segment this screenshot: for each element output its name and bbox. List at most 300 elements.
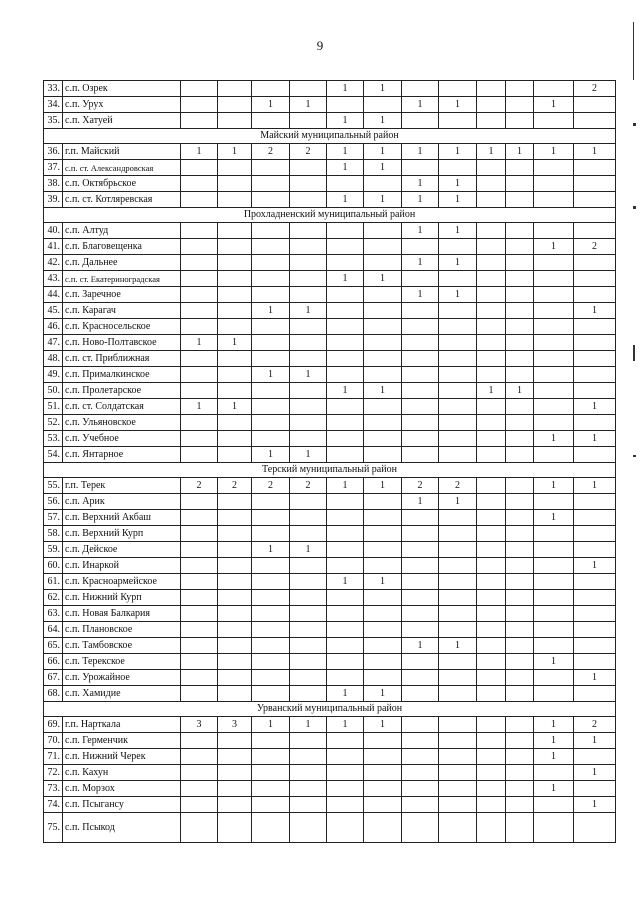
value-cell <box>534 399 574 415</box>
value-cell <box>439 271 477 287</box>
value-cell: 1 <box>327 574 364 590</box>
row-number: 33. <box>44 81 63 97</box>
value-cell <box>534 606 574 622</box>
value-cell <box>477 749 506 765</box>
value-cell <box>534 415 574 431</box>
value-cell <box>327 781 364 797</box>
value-cell <box>534 494 574 510</box>
value-cell: 1 <box>364 686 402 702</box>
value-cell <box>574 192 616 208</box>
value-cell <box>252 494 290 510</box>
table-row <box>44 223 616 239</box>
value-cell <box>534 622 574 638</box>
value-cell <box>402 383 439 399</box>
value-cell <box>218 303 252 319</box>
value-cell: 1 <box>574 431 616 447</box>
value-cell: 1 <box>439 255 477 271</box>
value-cell <box>181 558 218 574</box>
value-cell: 1 <box>364 144 402 160</box>
value-cell <box>252 765 290 781</box>
value-cell <box>506 97 534 113</box>
value-cell <box>364 781 402 797</box>
value-cell: 3 <box>181 717 218 733</box>
value-cell <box>181 797 218 813</box>
value-cell <box>574 223 616 239</box>
settlement-name: с.п. Благовещенка <box>63 239 181 255</box>
table-row <box>44 749 616 765</box>
value-cell <box>181 686 218 702</box>
value-cell <box>477 526 506 542</box>
value-cell <box>534 383 574 399</box>
value-cell <box>290 638 327 654</box>
table-row <box>44 319 616 335</box>
table-row <box>44 367 616 383</box>
settlement-name: с.п. Ново-Полтавское <box>63 335 181 351</box>
settlement-name: с.п. ст. Приближная <box>63 351 181 367</box>
district-title: Майский муниципальный район <box>44 129 616 144</box>
value-cell <box>252 574 290 590</box>
value-cell <box>252 733 290 749</box>
value-cell <box>439 717 477 733</box>
value-cell <box>252 415 290 431</box>
row-number: 67. <box>44 670 63 686</box>
value-cell <box>506 287 534 303</box>
value-cell <box>218 160 252 176</box>
settlement-name: с.п. Карагач <box>63 303 181 319</box>
value-cell <box>506 606 534 622</box>
value-cell <box>364 733 402 749</box>
value-cell <box>252 113 290 129</box>
value-cell <box>506 415 534 431</box>
value-cell <box>574 590 616 606</box>
value-cell <box>506 239 534 255</box>
settlement-name: с.п. Верхний Курп <box>63 526 181 542</box>
value-cell <box>218 510 252 526</box>
row-number: 47. <box>44 335 63 351</box>
value-cell <box>402 797 439 813</box>
value-cell <box>364 367 402 383</box>
value-cell: 1 <box>290 717 327 733</box>
row-number: 65. <box>44 638 63 654</box>
value-cell <box>506 638 534 654</box>
value-cell <box>364 526 402 542</box>
value-cell <box>290 781 327 797</box>
value-cell <box>439 558 477 574</box>
value-cell <box>439 542 477 558</box>
value-cell <box>181 733 218 749</box>
value-cell <box>534 335 574 351</box>
value-cell <box>439 670 477 686</box>
value-cell <box>364 287 402 303</box>
value-cell <box>477 367 506 383</box>
value-cell: 1 <box>181 335 218 351</box>
value-cell <box>327 447 364 463</box>
value-cell <box>218 558 252 574</box>
value-cell <box>252 399 290 415</box>
value-cell <box>574 271 616 287</box>
value-cell: 1 <box>290 447 327 463</box>
settlement-name: с.п. ст. Солдатская <box>63 399 181 415</box>
value-cell <box>402 590 439 606</box>
edge-mark <box>633 123 636 126</box>
settlement-name: с.п. Новая Балкария <box>63 606 181 622</box>
value-cell <box>290 192 327 208</box>
value-cell: 3 <box>218 717 252 733</box>
value-cell <box>534 255 574 271</box>
value-cell <box>327 351 364 367</box>
value-cell: 2 <box>252 144 290 160</box>
table-row <box>44 399 616 415</box>
value-cell <box>218 670 252 686</box>
value-cell <box>534 176 574 192</box>
value-cell <box>181 239 218 255</box>
row-number: 72. <box>44 765 63 781</box>
table-row <box>44 478 616 494</box>
value-cell <box>439 113 477 129</box>
value-cell: 1 <box>574 303 616 319</box>
settlement-name: с.п. Алтуд <box>63 223 181 239</box>
value-cell <box>218 526 252 542</box>
settlement-name: с.п. Пролетарское <box>63 383 181 399</box>
value-cell <box>477 431 506 447</box>
value-cell <box>534 558 574 574</box>
value-cell <box>477 399 506 415</box>
table-row <box>44 176 616 192</box>
municipal-table <box>43 80 616 843</box>
value-cell <box>327 239 364 255</box>
value-cell <box>364 239 402 255</box>
value-cell <box>181 223 218 239</box>
edge-mark <box>633 345 635 361</box>
value-cell <box>477 606 506 622</box>
table-row <box>44 192 616 208</box>
table-row <box>44 813 616 843</box>
settlement-name: с.п. Учебное <box>63 431 181 447</box>
value-cell <box>439 303 477 319</box>
table-row <box>44 351 616 367</box>
value-cell <box>402 765 439 781</box>
settlement-name: с.п. ст. Александровская <box>63 160 181 176</box>
value-cell <box>574 686 616 702</box>
value-cell <box>439 654 477 670</box>
value-cell <box>534 797 574 813</box>
row-number: 70. <box>44 733 63 749</box>
value-cell <box>477 319 506 335</box>
value-cell <box>477 510 506 526</box>
value-cell <box>506 176 534 192</box>
edge-mark <box>633 22 634 80</box>
value-cell: 1 <box>364 574 402 590</box>
settlement-name: с.п. Урух <box>63 97 181 113</box>
value-cell: 1 <box>327 271 364 287</box>
value-cell <box>402 239 439 255</box>
value-cell <box>477 223 506 239</box>
value-cell: 1 <box>402 494 439 510</box>
value-cell <box>477 590 506 606</box>
value-cell: 1 <box>574 144 616 160</box>
value-cell <box>218 319 252 335</box>
value-cell <box>327 399 364 415</box>
value-cell <box>290 287 327 303</box>
value-cell <box>574 335 616 351</box>
value-cell <box>402 431 439 447</box>
settlement-name: с.п. Октябрьское <box>63 176 181 192</box>
value-cell <box>252 239 290 255</box>
value-cell <box>364 351 402 367</box>
value-cell <box>477 558 506 574</box>
value-cell <box>402 447 439 463</box>
table-row <box>44 287 616 303</box>
value-cell <box>439 686 477 702</box>
value-cell <box>290 606 327 622</box>
value-cell <box>534 765 574 781</box>
value-cell <box>574 526 616 542</box>
value-cell <box>181 542 218 558</box>
value-cell <box>218 542 252 558</box>
value-cell <box>290 399 327 415</box>
value-cell: 1 <box>364 383 402 399</box>
settlement-name: г.п. Нарткала <box>63 717 181 733</box>
row-number: 49. <box>44 367 63 383</box>
edge-mark <box>633 455 636 457</box>
value-cell <box>477 733 506 749</box>
row-number: 69. <box>44 717 63 733</box>
value-cell <box>506 223 534 239</box>
value-cell <box>402 81 439 97</box>
value-cell <box>477 717 506 733</box>
value-cell <box>327 255 364 271</box>
value-cell <box>327 622 364 638</box>
value-cell <box>439 797 477 813</box>
value-cell <box>477 303 506 319</box>
value-cell: 1 <box>290 97 327 113</box>
table-row <box>44 717 616 733</box>
table-row <box>44 271 616 287</box>
value-cell: 1 <box>327 192 364 208</box>
value-cell <box>402 686 439 702</box>
value-cell <box>290 654 327 670</box>
value-cell <box>290 670 327 686</box>
table-row <box>44 781 616 797</box>
value-cell <box>506 335 534 351</box>
value-cell: 1 <box>402 255 439 271</box>
value-cell <box>439 749 477 765</box>
value-cell <box>439 622 477 638</box>
row-number: 38. <box>44 176 63 192</box>
value-cell: 1 <box>252 717 290 733</box>
value-cell <box>218 447 252 463</box>
value-cell <box>534 447 574 463</box>
value-cell: 1 <box>218 144 252 160</box>
value-cell <box>506 303 534 319</box>
value-cell <box>439 160 477 176</box>
value-cell <box>252 160 290 176</box>
value-cell <box>439 431 477 447</box>
value-cell <box>252 192 290 208</box>
value-cell <box>252 749 290 765</box>
value-cell: 2 <box>290 144 327 160</box>
value-cell <box>290 81 327 97</box>
value-cell: 1 <box>218 399 252 415</box>
value-cell: 1 <box>252 447 290 463</box>
value-cell <box>181 574 218 590</box>
value-cell <box>364 765 402 781</box>
value-cell <box>290 797 327 813</box>
value-cell <box>402 717 439 733</box>
value-cell: 1 <box>327 160 364 176</box>
value-cell <box>506 494 534 510</box>
value-cell <box>364 590 402 606</box>
value-cell: 1 <box>534 781 574 797</box>
value-cell <box>327 303 364 319</box>
value-cell <box>181 765 218 781</box>
value-cell: 1 <box>477 383 506 399</box>
row-number: 74. <box>44 797 63 813</box>
value-cell <box>290 113 327 129</box>
value-cell <box>218 176 252 192</box>
value-cell <box>574 638 616 654</box>
settlement-name: с.п. Хамидие <box>63 686 181 702</box>
value-cell: 1 <box>534 733 574 749</box>
value-cell <box>439 335 477 351</box>
value-cell <box>574 749 616 765</box>
row-number: 55. <box>44 478 63 494</box>
value-cell <box>506 192 534 208</box>
value-cell <box>181 303 218 319</box>
settlement-name: с.п. Дальнее <box>63 255 181 271</box>
value-cell: 1 <box>402 192 439 208</box>
value-cell <box>477 574 506 590</box>
value-cell <box>439 399 477 415</box>
table-row <box>44 335 616 351</box>
value-cell <box>574 319 616 335</box>
value-cell <box>327 431 364 447</box>
district-title: Прохладненский муниципальный район <box>44 208 616 223</box>
value-cell <box>252 797 290 813</box>
value-cell <box>290 415 327 431</box>
value-cell <box>290 749 327 765</box>
value-cell <box>327 526 364 542</box>
value-cell <box>534 351 574 367</box>
row-number: 50. <box>44 383 63 399</box>
value-cell <box>506 478 534 494</box>
value-cell <box>290 351 327 367</box>
settlement-name: с.п. Дейское <box>63 542 181 558</box>
value-cell <box>506 781 534 797</box>
value-cell <box>364 97 402 113</box>
value-cell <box>218 606 252 622</box>
value-cell <box>181 526 218 542</box>
value-cell <box>477 160 506 176</box>
value-cell <box>439 239 477 255</box>
settlement-name: с.п. Верхний Акбаш <box>63 510 181 526</box>
value-cell <box>327 494 364 510</box>
value-cell <box>477 478 506 494</box>
value-cell <box>327 287 364 303</box>
value-cell <box>290 223 327 239</box>
value-cell <box>477 176 506 192</box>
row-number: 51. <box>44 399 63 415</box>
value-cell: 1 <box>534 510 574 526</box>
value-cell <box>506 654 534 670</box>
value-cell <box>364 176 402 192</box>
value-cell <box>181 670 218 686</box>
edge-mark <box>633 206 636 209</box>
value-cell <box>252 383 290 399</box>
table-row <box>44 606 616 622</box>
value-cell: 2 <box>402 478 439 494</box>
value-cell <box>574 447 616 463</box>
settlement-name: с.п. Нижний Курп <box>63 590 181 606</box>
value-cell <box>477 335 506 351</box>
settlement-name: с.п. Прималкинское <box>63 367 181 383</box>
value-cell <box>574 351 616 367</box>
value-cell <box>439 606 477 622</box>
district-title: Терский муниципальный район <box>44 463 616 478</box>
row-number: 35. <box>44 113 63 129</box>
value-cell <box>402 160 439 176</box>
value-cell <box>477 654 506 670</box>
value-cell <box>218 431 252 447</box>
value-cell <box>218 255 252 271</box>
value-cell <box>181 749 218 765</box>
value-cell <box>574 176 616 192</box>
value-cell <box>477 415 506 431</box>
settlement-name: с.п. ст. Екатериноградская <box>63 271 181 287</box>
value-cell: 1 <box>364 717 402 733</box>
value-cell: 1 <box>364 160 402 176</box>
value-cell <box>364 654 402 670</box>
value-cell <box>534 670 574 686</box>
value-cell: 1 <box>439 192 477 208</box>
value-cell <box>477 113 506 129</box>
value-cell <box>364 558 402 574</box>
settlement-name: с.п. Нижний Черек <box>63 749 181 765</box>
district-header <box>44 702 616 717</box>
value-cell <box>327 813 364 843</box>
value-cell <box>439 415 477 431</box>
value-cell: 2 <box>218 478 252 494</box>
value-cell: 2 <box>252 478 290 494</box>
value-cell <box>439 351 477 367</box>
settlement-name: с.п. Красноармейское <box>63 574 181 590</box>
value-cell <box>439 319 477 335</box>
value-cell <box>181 415 218 431</box>
value-cell <box>402 271 439 287</box>
value-cell <box>506 367 534 383</box>
value-cell <box>364 542 402 558</box>
value-cell <box>402 654 439 670</box>
value-cell: 2 <box>181 478 218 494</box>
value-cell: 1 <box>439 287 477 303</box>
row-number: 61. <box>44 574 63 590</box>
value-cell <box>402 542 439 558</box>
value-cell <box>290 239 327 255</box>
value-cell: 1 <box>439 97 477 113</box>
value-cell: 2 <box>439 478 477 494</box>
value-cell <box>181 319 218 335</box>
value-cell <box>327 733 364 749</box>
table-body <box>44 81 616 843</box>
value-cell <box>574 813 616 843</box>
value-cell <box>218 622 252 638</box>
value-cell <box>181 255 218 271</box>
value-cell <box>534 303 574 319</box>
value-cell <box>439 574 477 590</box>
row-number: 54. <box>44 447 63 463</box>
row-number: 58. <box>44 526 63 542</box>
value-cell <box>364 813 402 843</box>
